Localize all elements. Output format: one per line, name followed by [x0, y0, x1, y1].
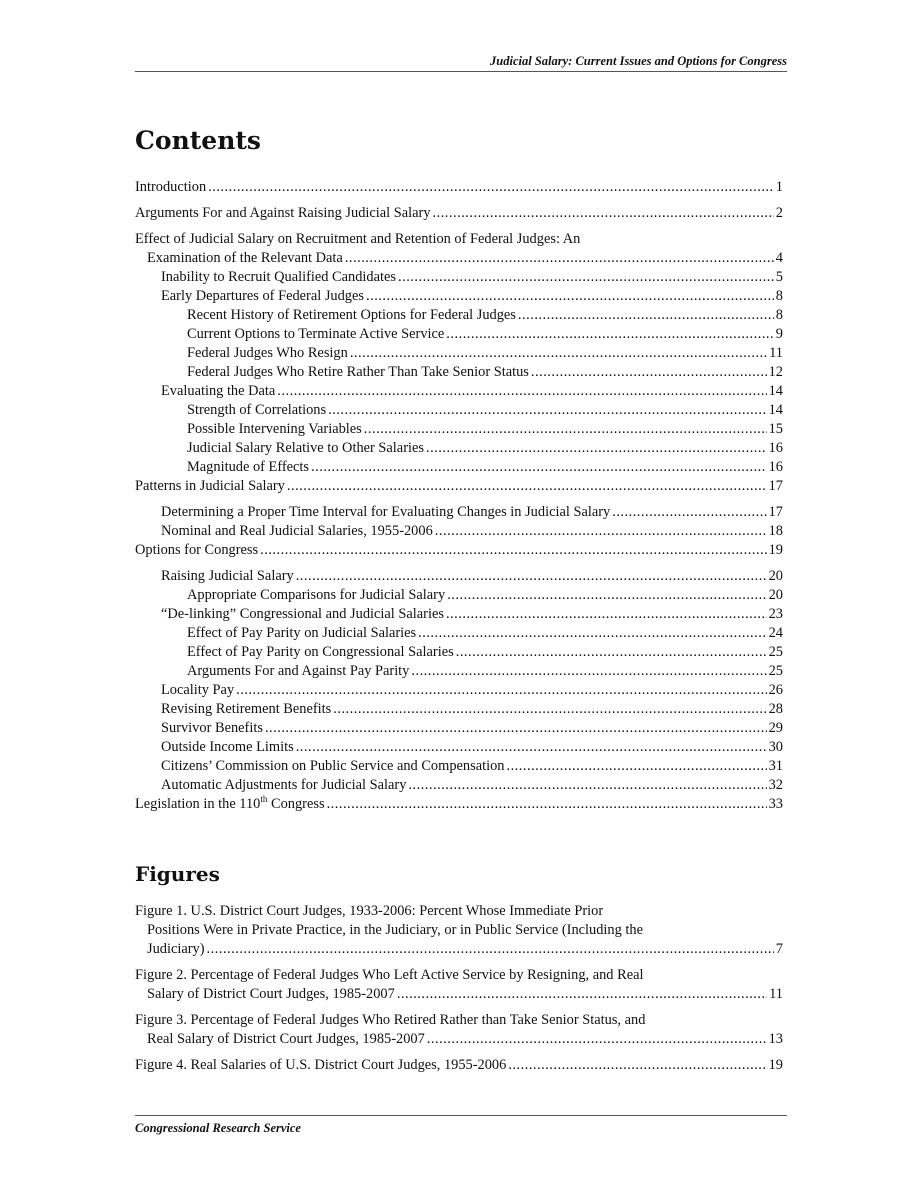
- toc-page-number: 8: [775, 307, 783, 323]
- toc-entry-parity-judicial[interactable]: [187, 624, 783, 643]
- toc-entry-title: Revising Retirement Benefits: [161, 701, 332, 717]
- toc-page-number: 23: [768, 606, 783, 622]
- dot-leader: [447, 586, 766, 605]
- toc-page-number: 33: [768, 796, 783, 812]
- toc-entry-title: Citizens’ Commission on Public Service and Compensation: [161, 758, 505, 774]
- toc-entry-title: “De-linking” Congressional and Judicial Salaries: [161, 606, 444, 622]
- toc-entry-citizens-commission[interactable]: [161, 757, 783, 776]
- dot-leader: [426, 439, 767, 458]
- dot-leader: [311, 458, 767, 477]
- toc-entry-title: Survivor Benefits: [161, 720, 263, 736]
- toc-entry-retirement-benefits[interactable]: [161, 700, 783, 719]
- dot-leader: [366, 287, 774, 306]
- dot-leader: [411, 662, 766, 681]
- figures-list: [135, 902, 783, 1075]
- toc-page-number: 28: [768, 701, 783, 717]
- dot-leader: [350, 344, 767, 363]
- toc-page-number: 30: [768, 739, 783, 755]
- toc-entry-retirement-history[interactable]: [187, 306, 783, 325]
- toc-entry-title: Effect of Pay Parity on Judicial Salaries: [187, 625, 417, 641]
- figure-page-number: 7: [775, 941, 783, 957]
- toc-entry-title: Patterns in Judicial Salary: [135, 478, 285, 494]
- dot-leader: [506, 757, 766, 776]
- dot-leader: [435, 522, 767, 541]
- toc-entry-title: Appropriate Comparisons for Judicial Salary: [187, 587, 446, 603]
- toc-page-number: 31: [768, 758, 783, 774]
- toc-entry-survivor-benefits[interactable]: [161, 719, 783, 738]
- figure-entry-4[interactable]: [135, 1056, 783, 1075]
- dot-leader: [508, 1056, 766, 1075]
- toc-entry-patterns[interactable]: [135, 477, 783, 496]
- dot-leader: [518, 306, 774, 325]
- figure-page-number: 13: [768, 1031, 783, 1047]
- dot-leader: [398, 268, 774, 287]
- toc-page-number: 1: [775, 179, 783, 195]
- toc-entry-automatic-adjustments[interactable]: [161, 776, 783, 795]
- toc-entry-title: Magnitude of Effects: [187, 459, 310, 475]
- toc-entry-title: Evaluating the Data: [161, 383, 276, 399]
- toc-entry-title-line: Effect of Judicial Salary on Recruitment and Retention of Federal Judges: An: [135, 231, 581, 247]
- toc-entry-magnitude-of-effects[interactable]: [187, 458, 783, 477]
- toc-entry-title: Federal Judges Who Resign: [187, 345, 348, 361]
- toc-entry-title: Effect of Pay Parity on Congressional Salaries: [187, 644, 454, 660]
- toc-page-number: 16: [768, 440, 783, 456]
- dot-leader: [236, 681, 766, 700]
- toc-entry-title: Strength of Correlations: [187, 402, 327, 418]
- dot-leader: [531, 363, 767, 382]
- toc-entry-appropriate-comparisons[interactable]: [187, 586, 783, 605]
- toc-page-number: 24: [768, 625, 783, 641]
- toc-entry-arguments[interactable]: [135, 204, 783, 223]
- dot-leader: [208, 178, 774, 197]
- dot-leader: [456, 643, 767, 662]
- toc-entry-title: Arguments For and Against Pay Parity: [187, 663, 410, 679]
- dot-leader: [328, 401, 767, 420]
- toc-entry-options[interactable]: [135, 541, 783, 560]
- toc-page-number: 17: [768, 478, 783, 494]
- dot-leader: [296, 567, 767, 586]
- figure-entry-title-line: Positions Were in Private Practice, in the Judiciary, or in Public Service (Including the: [147, 922, 644, 938]
- toc-page-number: 25: [768, 644, 783, 660]
- toc-page-number: 9: [775, 326, 783, 342]
- toc-entry-title: Judicial Salary Relative to Other Salaries: [187, 440, 424, 456]
- figure-entry-3[interactable]: [135, 1011, 783, 1049]
- toc-entry-inability-to-recruit[interactable]: [161, 268, 783, 287]
- toc-page-number: 2: [775, 205, 783, 221]
- toc-page-number: 18: [768, 523, 783, 539]
- toc-entry-title: Recent History of Retirement Options for Federal Judges: [187, 307, 516, 323]
- figures-title: Figures: [135, 862, 220, 886]
- dot-leader: [408, 776, 766, 795]
- toc-entry-early-departures[interactable]: [161, 287, 783, 306]
- dot-leader: [327, 795, 767, 814]
- toc-page-number: 26: [768, 682, 783, 698]
- contents-list: [135, 178, 783, 814]
- toc-entry-title: Early Departures of Federal Judges: [161, 288, 364, 304]
- dot-leader: [427, 1030, 767, 1049]
- dot-leader: [446, 605, 767, 624]
- dot-leader: [446, 325, 774, 344]
- figure-entry-2[interactable]: [135, 966, 783, 1004]
- toc-page-number: 25: [768, 663, 783, 679]
- dot-leader: [287, 477, 767, 496]
- figure-entry-1[interactable]: [135, 902, 783, 959]
- figure-entry-title-line: Figure 2. Percentage of Federal Judges Who Left Active Service by Resigning, and Real: [135, 967, 644, 983]
- dot-leader: [277, 382, 766, 401]
- toc-page-number: 14: [768, 383, 783, 399]
- toc-entry-evaluating-data[interactable]: [161, 382, 783, 401]
- toc-page-number: 4: [775, 250, 783, 266]
- toc-entry-title: Determining a Proper Time Interval for Evaluating Changes in Judicial Salary: [161, 504, 611, 520]
- toc-page-number: 11: [769, 345, 783, 361]
- contents-title: Contents: [135, 126, 262, 155]
- figure-entry-title-line: Figure 1. U.S. District Court Judges, 1933-2006: Percent Whose Immediate Prior: [135, 903, 604, 919]
- toc-entry-relative-salary[interactable]: [187, 439, 783, 458]
- toc-entry-title: Automatic Adjustments for Judicial Salary: [161, 777, 407, 793]
- toc-entry-parity-congressional[interactable]: [187, 643, 783, 662]
- toc-entry-title: Arguments For and Against Raising Judicial Salary: [135, 205, 431, 221]
- toc-page-number: 14: [768, 402, 783, 418]
- dot-leader: [333, 700, 766, 719]
- dot-leader: [418, 624, 766, 643]
- figure-entry-title: Figure 4. Real Salaries of U.S. District Court Judges, 1955-2006: [135, 1057, 507, 1073]
- figure-entry-title: Real Salary of District Court Judges, 1985-2007: [147, 1031, 425, 1047]
- toc-entry-raising-salary[interactable]: [161, 567, 783, 586]
- figure-page-number: 11: [769, 986, 783, 1002]
- toc-entry-judges-who-retire[interactable]: [187, 363, 783, 382]
- toc-page-number: 12: [768, 364, 783, 380]
- toc-entry-parity-arguments[interactable]: [187, 662, 783, 681]
- toc-page-number: 15: [768, 421, 783, 437]
- toc-entry-title: Legislation in the 110th Congress: [135, 794, 325, 812]
- dot-leader: [207, 940, 774, 959]
- toc-page-number: 17: [768, 504, 783, 520]
- dot-leader: [345, 249, 774, 268]
- toc-entry-title: Examination of the Relevant Data: [147, 250, 343, 266]
- toc-page-number: 32: [768, 777, 783, 793]
- toc-entry-time-interval[interactable]: [161, 503, 783, 522]
- toc-page-number: 16: [768, 459, 783, 475]
- toc-entry-locality-pay[interactable]: [161, 681, 783, 700]
- toc-entry-effect-of-salary[interactable]: [135, 230, 783, 268]
- dot-leader: [260, 541, 766, 560]
- toc-page-number: 8: [775, 288, 783, 304]
- toc-entry-title: Federal Judges Who Retire Rather Than Take Senior Status: [187, 364, 529, 380]
- toc-page-number: 29: [768, 720, 783, 736]
- figure-entry-title-line: Figure 3. Percentage of Federal Judges Who Retired Rather than Take Senior Status, and: [135, 1012, 646, 1028]
- toc-page-number: 19: [768, 542, 783, 558]
- toc-entry-de-linking[interactable]: [161, 605, 783, 624]
- dot-leader: [397, 985, 767, 1004]
- toc-entry-strength-of-correlations[interactable]: [187, 401, 783, 420]
- footer-publisher: Congressional Research Service: [135, 1115, 787, 1136]
- toc-page-number: 20: [768, 568, 783, 584]
- figure-entry-title: Salary of District Court Judges, 1985-2007: [147, 986, 395, 1002]
- toc-entry-title: Current Options to Terminate Active Service: [187, 326, 445, 342]
- dot-leader: [364, 420, 767, 439]
- toc-entry-title: Inability to Recruit Qualified Candidates: [161, 269, 396, 285]
- running-header: Judicial Salary: Current Issues and Options for Congress: [135, 54, 787, 72]
- toc-entry-title: Possible Intervening Variables: [187, 421, 362, 437]
- toc-entry-legislation[interactable]: [135, 795, 783, 814]
- toc-entry-judges-who-resign[interactable]: [187, 344, 783, 363]
- toc-entry-nominal-real[interactable]: [161, 522, 783, 541]
- dot-leader: [433, 204, 774, 223]
- toc-entry-title: Nominal and Real Judicial Salaries, 1955-2006: [161, 523, 433, 539]
- toc-entry-title: Introduction: [135, 179, 207, 195]
- toc-entry-title: Outside Income Limits: [161, 739, 294, 755]
- dot-leader: [265, 719, 767, 738]
- toc-entry-intervening-variables[interactable]: [187, 420, 783, 439]
- toc-page-number: 5: [775, 269, 783, 285]
- toc-entry-title: Options for Congress: [135, 542, 259, 558]
- dot-leader: [296, 738, 767, 757]
- toc-entry-current-options[interactable]: [187, 325, 783, 344]
- figure-entry-title: Judiciary): [147, 941, 205, 957]
- toc-entry-title: Locality Pay: [161, 682, 235, 698]
- dot-leader: [612, 503, 766, 522]
- toc-page-number: 20: [768, 587, 783, 603]
- toc-entry-outside-income[interactable]: [161, 738, 783, 757]
- toc-entry-title: Raising Judicial Salary: [161, 568, 294, 584]
- toc-entry-introduction[interactable]: [135, 178, 783, 197]
- figure-page-number: 19: [768, 1057, 783, 1073]
